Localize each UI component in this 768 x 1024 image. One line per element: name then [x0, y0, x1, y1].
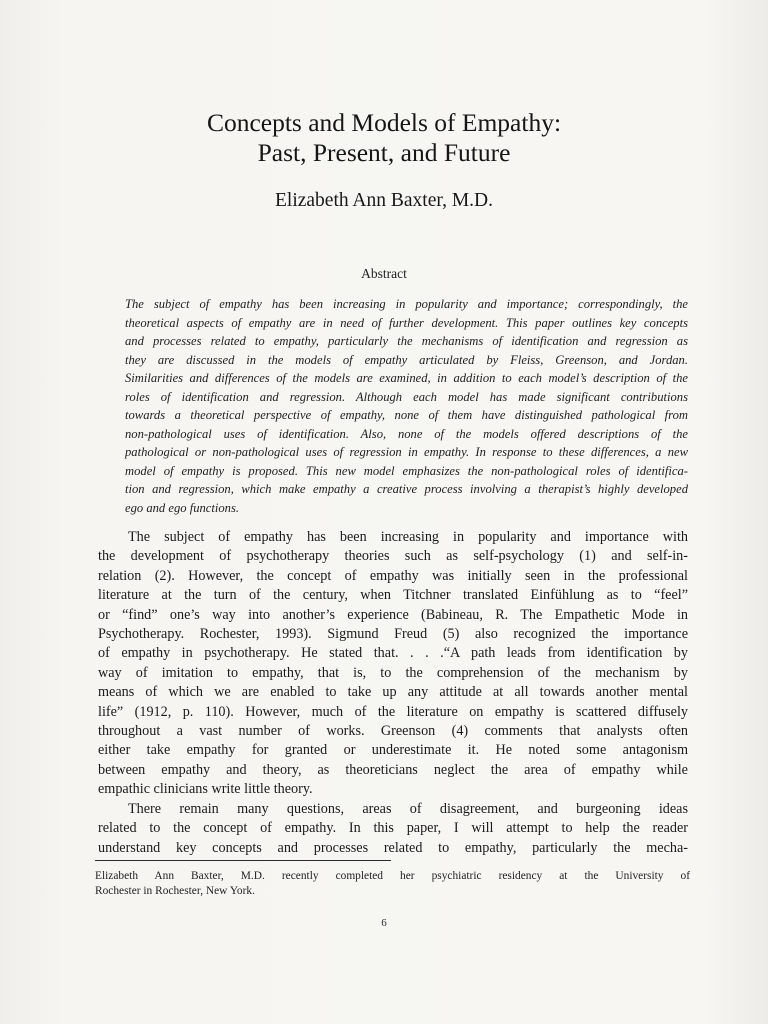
body-line: There remain many questions, areas of disagreement, and burgeoning ideas: [128, 800, 688, 817]
body-line: the development of psychotherapy theories such as self-psychology (1) and self-in-: [98, 548, 688, 565]
body-line: means of which we are enabled to take up any attitude at all towards another mental: [98, 684, 688, 701]
footnote-line: Elizabeth Ann Baxter, M.D. recently completed her psychiatric residency at the University of: [95, 870, 690, 882]
abstract-line: roles of identification and regression. Although each model has made significant contributions: [125, 389, 688, 404]
body-line: relation (2). However, the concept of empathy was initially seen in the professional: [98, 567, 688, 584]
title-line: Concepts and Models of Empathy:: [206, 108, 562, 137]
body-line: either take empathy for granted or underestimate it. He noted some antagonism: [98, 742, 688, 759]
abstract-line: they are discussed in the models of empathy articulated by Fleiss, Greenson, and Jordan.: [125, 352, 688, 367]
abstract-line: tion and regression, which make empathy a creative process involving a therapist’s highly developed: [125, 482, 688, 496]
abstract-text: [125, 295, 688, 517]
abstract-line: The subject of empathy has been increasing in popularity and importance; correspondingly, the: [125, 297, 688, 311]
body-line: related to the concept of empathy. In this paper, I will attempt to help the reader: [98, 820, 688, 837]
body-line: or “find” one’s way into another’s experience (Babineau, R. The Empathetic Mode in: [98, 606, 688, 623]
body-line: understand key concepts and processes related to empathy, particularly the mecha-: [98, 839, 688, 856]
abstract-line: pathological or non-pathological uses of regression in empathy. In response to these differences, a new: [125, 445, 688, 459]
body-line: empathic clinicians write little theory.: [98, 781, 313, 798]
body-line: way of imitation to empathy, that is, to the comprehension of the mechanism by: [98, 664, 688, 681]
body-line: literature at the turn of the century, when Titchner translated Einfühlung as to “feel”: [98, 587, 688, 604]
paper-title: [0, 108, 768, 168]
body-line: life” (1912, p. 110). However, much of the literature on empathy is scattered diffusely: [98, 703, 688, 720]
footnote-rule: [95, 860, 391, 861]
abstract-line: Similarities and differences of the models are examined, in addition to each model’s description of the: [125, 371, 688, 385]
body-line: The subject of empathy has been increasing in popularity and importance with: [128, 529, 688, 545]
body-line: of empathy in psychotherapy. He stated that. . . .“A path leads from identification by: [98, 645, 688, 662]
abstract-line: towards a theoretical perspective of empathy, none of them have distinguished pathological from: [125, 408, 688, 422]
body-line: Psychotherapy. Rochester, 1993). Sigmund Freud (5) also recognized the importance: [98, 626, 688, 643]
title-line: Past, Present, and Future: [257, 138, 511, 167]
author-name: Elizabeth Ann Baxter, M.D.: [274, 190, 493, 211]
abstract-heading: Abstract: [361, 266, 407, 281]
body-text: [98, 528, 688, 858]
abstract-line: theoretical aspects of empathy are in need of further development. This paper outlines key concepts: [125, 315, 688, 330]
footnote-line: Rochester in Rochester, New York.: [95, 884, 255, 897]
abstract-line: and processes related to empathy, particularly the mechanisms of identification and regression as: [125, 334, 688, 348]
abstract-line: non-pathological uses of identification. Also, none of the models offered descriptions of the: [125, 426, 688, 441]
abstract-line: ego and ego functions.: [125, 500, 240, 515]
page-number: 6: [381, 917, 387, 929]
body-line: throughout a vast number of works. Greenson (4) comments that analysts often: [98, 723, 688, 740]
body-line: between empathy and theory, as theoreticians neglect the area of empathy while: [98, 761, 688, 778]
author-footnote: [95, 869, 690, 898]
abstract-line: model of empathy is proposed. This new model emphasizes the non-pathological roles of identifica-: [125, 463, 688, 478]
